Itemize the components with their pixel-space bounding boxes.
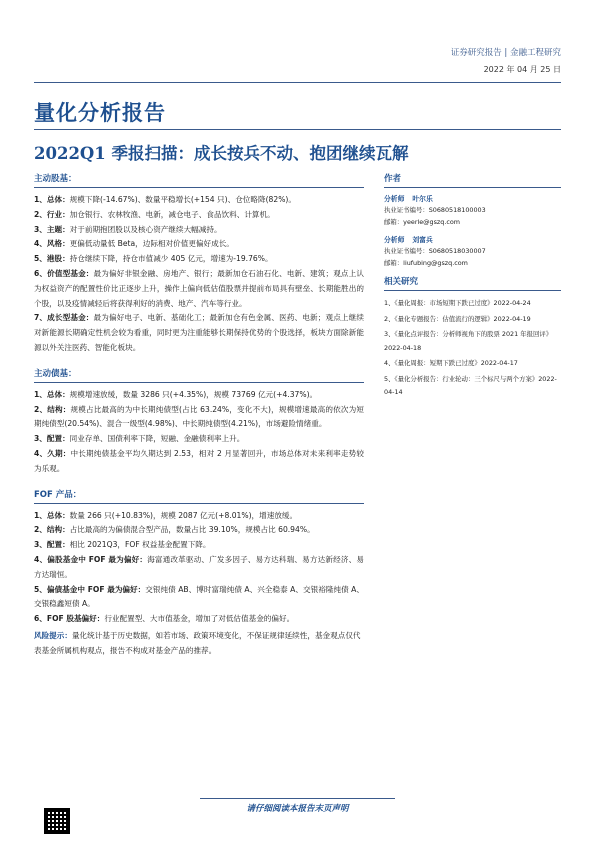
item-label: 4、久期： <box>34 448 71 458</box>
report-date: 2022 年 04 月 25 日 <box>483 65 561 74</box>
list-item <box>34 237 364 252</box>
author-role: 分析师 <box>384 195 405 203</box>
author-card <box>384 234 561 269</box>
fof-section-title: FOF 产品： <box>34 488 364 504</box>
footer-disclaimer: 请仔细阅读本报告末页声明 <box>246 804 349 814</box>
bond-section-title: 主动债基： <box>34 367 364 383</box>
list-item <box>34 553 364 583</box>
item-text: 更偏低动量低 Beta，边际相对价值更偏好成长。 <box>69 239 234 249</box>
item-label: 3、配置： <box>34 540 70 550</box>
list-item <box>34 403 364 433</box>
list-item <box>34 509 364 524</box>
item-label: 1、总体： <box>34 389 70 399</box>
item-text: 相比 2021Q3，FOF 权益基金配置下降。 <box>69 540 211 550</box>
list-item <box>34 583 364 613</box>
item-label: 3、配置： <box>34 434 70 444</box>
list-item <box>34 223 364 238</box>
research-link[interactable]: 4、《量化周报：短期下跌已过度》2022-04-17 <box>384 359 518 367</box>
item-label: 2、结构： <box>34 404 71 414</box>
item-text: 对于前期抱团股以及核心资产继续大幅减持。 <box>69 224 222 234</box>
item-text: 最为偏好电子、电新、基础化工；最新加仓有色金属、医药、电新；观点上继续对新能源长期确定性机会较为看重，同时更为注重能够长期保持优势的个股选择，板块方面除新能源以外关注医药、智能化板块。 <box>34 313 364 352</box>
research-link[interactable]: 5、《量化分析报告：行业轮动：三个标尺与两个方案》2022-04-14 <box>384 374 557 396</box>
item-text: 中长期纯债基金平均久期达到 2.53，相对 2 月显著回升，市场总体对未来利率走势较为乐观。 <box>34 448 364 473</box>
item-text: 海富通改革驱动、广发多因子、易方达科瑞、易方达新经济、易方达瑞恒。 <box>34 554 365 579</box>
list-item <box>34 432 364 447</box>
list-item <box>34 311 364 355</box>
author-name: 刘富兵 <box>412 236 433 244</box>
risk-warning <box>34 629 364 659</box>
list-item <box>34 523 364 538</box>
item-label: 6、价值型基金： <box>34 268 94 278</box>
report-header <box>451 46 561 75</box>
report-type: 量化分析报告 <box>34 101 166 125</box>
author-name: 叶尔乐 <box>412 195 433 203</box>
item-text: 交银纯债 AB、博时富瑞纯债 A、兴全稳泰 A、交银裕隆纯债 A、交银稳鑫短债 A。 <box>34 584 364 609</box>
item-text: 规模占比最高的为中长期纯债型(占比 63.24%，变化不大)，规模增速最高的依次为短期纯债型(20.54%)、混合一级型(4.98%)、中长期纯债型(4.21%)，市场避险情绪重。 <box>34 404 364 429</box>
research-link[interactable]: 2、《量化专题报告：估值流行的逻辑》2022-04-19 <box>384 314 531 323</box>
item-label: 2、行业： <box>34 209 70 219</box>
item-text: 最为偏好非银金融、房地产、银行；最新加仓石油石化、电新、建筑；观点上认为权益资产的配置性价比正逐步上升，操作上偏向低估值股票并提前布局具有壁垒、长期能胜出的个股，以及疫情减轻后将获得利好的消费、地产、汽车等行业。 <box>34 268 364 308</box>
page-title: 2022Q1 季报扫描：成长按兵不动、抱团继续瓦解 <box>34 144 409 163</box>
list-item <box>34 612 364 627</box>
list-item <box>34 208 364 223</box>
author-cert: 执业证书编号：S0680518030007 <box>384 247 486 255</box>
item-text: 行业配置型、大市值基金，增加了对低估值基金的偏好。 <box>104 614 295 624</box>
item-text: 数量 266 只(+10.83%)，规模 2087 亿元(+8.01%)，增速放缓。 <box>69 510 298 520</box>
research-link[interactable]: 1、《量化周报：市场短期下跌已过度》2022-04-24 <box>384 299 531 307</box>
research-link[interactable]: 3、《量化点评报告：分析师视角下的股票 2021 年报回评》2022-04-18 <box>384 330 553 352</box>
equity-list <box>34 193 364 356</box>
list-item <box>34 252 364 267</box>
related-research-title: 相关研究 <box>384 275 561 291</box>
equity-section-title: 主动股基： <box>34 172 364 188</box>
risk-label: 风险提示： <box>34 630 72 640</box>
item-label: 1、总体： <box>34 195 70 204</box>
list-item <box>34 388 364 403</box>
item-text: 规模下降(-14.67%)、数量平稳增长(+154 只)、仓位略降(82%)。 <box>69 195 296 204</box>
item-text: 加仓银行、农林牧渔、电新，减仓电子、食品饮料、计算机。 <box>69 209 275 219</box>
title-divider <box>34 129 561 130</box>
item-label: 7、成长型基金： <box>34 313 94 323</box>
item-label: 3、主题： <box>34 224 70 234</box>
author-card <box>384 193 561 228</box>
header-divider <box>34 82 561 83</box>
list-item <box>34 447 364 477</box>
item-text: 占比最高的为偏债混合型产品，数量占比 39.10%，规模占比 60.94%。 <box>69 525 315 535</box>
item-label: 4、偏股基金中 FOF 最为偏好： <box>34 554 148 564</box>
qr-code-icon <box>44 808 70 834</box>
list-item <box>34 267 364 311</box>
report-categories: 证券研究报告 | 金融工程研究 <box>450 48 561 58</box>
item-text: 持仓继续下降，持仓市值减少 405 亿元，增速为-19.76%。 <box>69 254 273 264</box>
bond-list <box>34 388 364 477</box>
authors-title: 作者 <box>384 172 561 188</box>
item-label: 6、FOF 股基偏好： <box>34 614 105 624</box>
list-item <box>34 193 364 208</box>
item-label: 1、总体： <box>34 510 70 520</box>
risk-text: 量化统计基于历史数据，如若市场、政策环境变化，不保证规律延续性，基金观点仅代表基金所属机构观点，报告不构成对基金产品的推荐。 <box>34 630 361 655</box>
footer-divider <box>200 798 395 799</box>
item-text: 规模增速放缓，数量 3286 只(+4.35%)，规模 73769 亿元(+4.37%)。 <box>69 389 318 399</box>
item-label: 4、风格： <box>34 239 70 249</box>
author-cert: 执业证书编号：S0680518100003 <box>384 206 486 214</box>
item-label: 2、结构： <box>34 525 70 535</box>
item-text: 同业存单、国债利率下降，短融、金融债利率上升。 <box>69 434 245 444</box>
item-label: 5、偏债基金中 FOF 最为偏好： <box>34 584 146 594</box>
main-column <box>34 172 364 659</box>
author-role: 分析师 <box>384 236 405 244</box>
fof-list <box>34 509 364 627</box>
author-email[interactable]: 邮箱：yeerle@gszq.com <box>384 217 461 226</box>
list-item <box>34 538 364 553</box>
related-research-list <box>384 297 561 400</box>
item-label: 5、港股： <box>34 254 70 264</box>
author-email[interactable]: 邮箱：liufubing@gszq.com <box>384 258 468 267</box>
side-column <box>384 172 561 402</box>
